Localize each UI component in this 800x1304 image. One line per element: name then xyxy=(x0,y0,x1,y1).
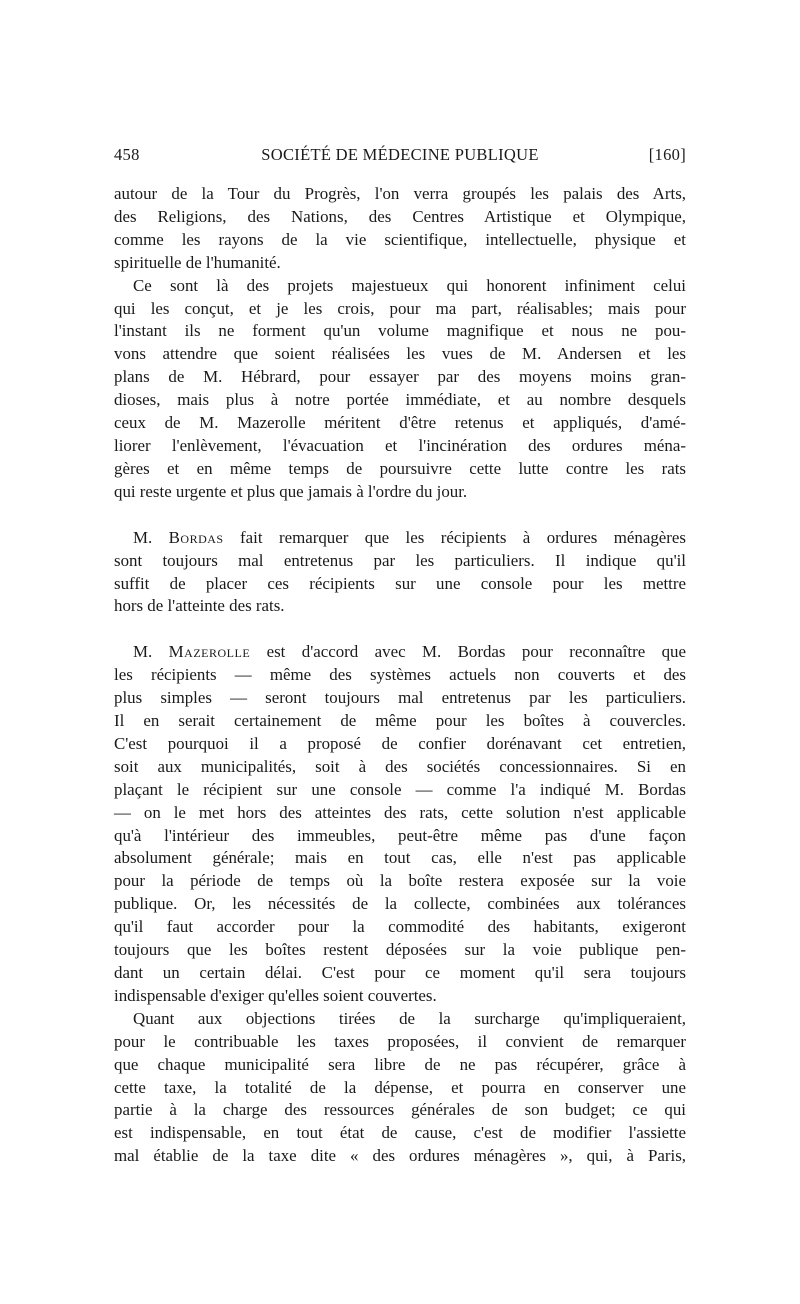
speaker-prefix: M. xyxy=(133,527,169,547)
text-line: que chaque municipalité sera libre de ne pas récupérer, grâce à xyxy=(114,1054,686,1074)
text-line: mal établie de la taxe dite « des ordures ménagères », qui, à Paris, xyxy=(114,1146,686,1166)
text-line: toujours que les boîtes restent déposées sur la voie publique pen- xyxy=(114,940,686,960)
text-line: Quant aux objections tirées de la surcharge qu'impliqueraient, xyxy=(133,1008,686,1028)
speaker-prefix: M. xyxy=(133,642,169,662)
line-rest: est d'accord avec M. Bordas pour reconnaître que xyxy=(250,642,687,662)
paragraph-mazerolle xyxy=(114,641,686,1008)
text-line xyxy=(114,641,686,664)
text-line: l'instant ils ne forment qu'un volume magnifique et nous ne pou- xyxy=(114,321,686,341)
text-line: comme les rayons de la vie scientifique, intellectuelle, physique et xyxy=(114,229,686,249)
text-line: publique. Or, les nécessités de la collecte, combinées aux tolérances xyxy=(114,894,686,914)
speaker-name: Mazerolle xyxy=(168,642,251,662)
running-head xyxy=(114,145,686,169)
text-line: qui les conçut, et je les crois, pour ma part, réalisables; mais pour xyxy=(114,298,686,318)
text-line: partie à la charge des ressources générales de son budget; ce qui xyxy=(114,1100,686,1120)
text-line: vons attendre que soient réalisées les vues de M. Andersen et les xyxy=(114,344,686,364)
text-line: cette taxe, la totalité de la dépense, et pourra en conserver une xyxy=(114,1077,686,1097)
text-line: qu'il faut accorder pour la commodité des habitants, exigeront xyxy=(114,917,686,937)
text-line: suffit de placer ces récipients sur une console pour les mettre xyxy=(114,573,686,593)
text-line: Ce sont là des projets majestueux qui honorent infiniment celui xyxy=(133,275,686,295)
text-line: pour la période de temps où la boîte restera exposée sur la voie xyxy=(114,871,686,891)
text-line: spirituelle de l'humanité. xyxy=(114,252,281,272)
text-line xyxy=(114,527,686,550)
text-line: les récipients — même des systèmes actuels non couverts et des xyxy=(114,665,686,685)
text-line: gères et en même temps de poursuivre cette lutte contre les rats xyxy=(114,458,686,478)
speaker-name: Bordas xyxy=(168,527,224,547)
text-line: soit aux municipalités, soit à des sociétés concessionnaires. Si en xyxy=(114,756,686,776)
text-line: Il en serait certainement de même pour les boîtes à couvercles. xyxy=(114,711,686,731)
text-line: C'est pourquoi il a proposé de confier dorénavant cet entretien, xyxy=(114,733,686,753)
page-number: 458 xyxy=(114,145,140,164)
text-line: plaçant le récipient sur une console — comme l'a indiqué M. Bordas xyxy=(114,779,686,799)
text-line: — on le met hors des atteintes des rats, cette solution n'est applicable xyxy=(114,802,686,822)
text-line: sont toujours mal entretenus par les particuliers. Il indique qu'il xyxy=(114,550,686,570)
text-line: dant un certain délai. C'est pour ce moment qu'il sera toujours xyxy=(114,963,686,982)
text-line: liorer l'enlèvement, l'évacuation et l'incinération des ordures ména- xyxy=(114,435,686,455)
text-line: indispensable d'exiger qu'elles soient couvertes. xyxy=(114,985,437,1005)
paragraph xyxy=(114,275,686,504)
body-text xyxy=(114,183,686,1168)
text-line: pour le contribuable les taxes proposées, il convient de remarquer xyxy=(114,1031,686,1051)
text-line: plus simples — seront toujours mal entretenus par les particuliers. xyxy=(114,688,686,708)
line-rest: fait remarquer que les récipients à ordures ménagères xyxy=(223,527,686,547)
text-line: des Religions, des Nations, des Centres Artistique et Olympique, xyxy=(114,206,686,226)
bracket-page-number: [160] xyxy=(648,145,686,164)
paragraph-gap xyxy=(114,618,686,641)
paragraph-gap xyxy=(114,504,686,527)
text-line: absolument générale; mais en tout cas, elle n'est pas applicable xyxy=(114,848,686,868)
text-line: qui reste urgente et plus que jamais à l'ordre du jour. xyxy=(114,481,468,501)
text-line: hors de l'atteinte des rats. xyxy=(114,596,285,616)
paragraph-continuation xyxy=(114,183,686,275)
text-line: autour de la Tour du Progrès, l'on verra groupés les palais des Arts, xyxy=(114,184,686,203)
text-line: qu'à l'intérieur des immeubles, peut-être même pas d'une façon xyxy=(114,825,686,845)
text-line: dioses, mais plus à notre portée immédiate, et au nombre desquels xyxy=(114,390,686,410)
text-line: est indispensable, en tout état de cause, c'est de modifier l'assiette xyxy=(114,1123,686,1143)
text-line: plans de M. Hébrard, pour essayer par des moyens moins gran- xyxy=(114,367,686,387)
paragraph-bordas xyxy=(114,527,686,619)
text-line: ceux de M. Mazerolle méritent d'être retenus et appliqués, d'amé- xyxy=(114,413,686,433)
paragraph xyxy=(114,1008,686,1168)
running-title: SOCIÉTÉ DE MÉDECINE PUBLIQUE xyxy=(261,145,539,164)
